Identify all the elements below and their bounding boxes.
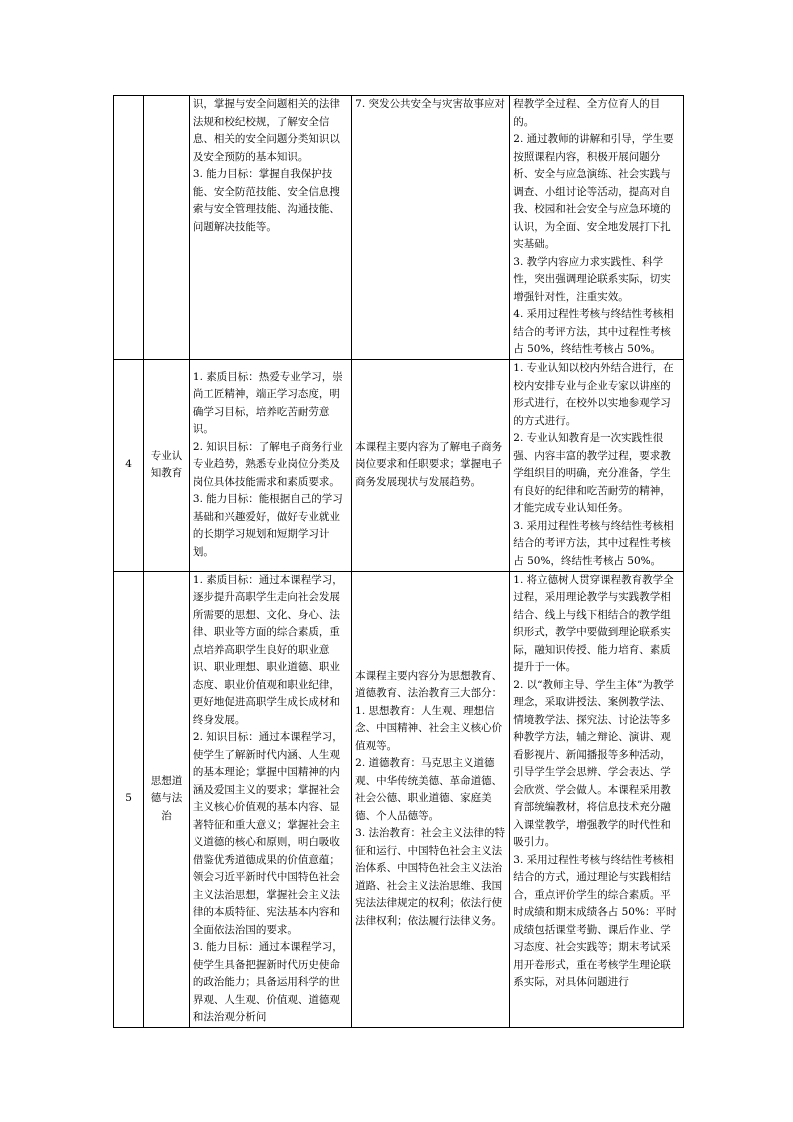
content-text: 1. 思想教育：人生观、理想信念、中国精神、社会主义核心价值观等。 (355, 704, 503, 752)
course-content (352, 96, 510, 360)
method-text: 4. 采用过程性考核与终结性考核相结合的考评方法，其中过程性考核占 50%，终结性考核占 50%。 (513, 308, 674, 355)
course-name: 专业认知教育 (144, 359, 190, 571)
row-index: 5 (114, 571, 144, 1027)
goal-text: 3. 能力目标：通过本课程学习，使学生具备把握新时代历史使命的政治能力；具备运用科学的世界观、人生观、价值观、道德观和法治观分析问 (192, 941, 343, 1023)
table-row (114, 96, 684, 360)
course-goals (189, 359, 351, 571)
method-text: 1. 专业认知以校内外结合进行，在校内安排专业与企业专家以讲座的形式进行，在校外以实地参观学习的方式进行。 (513, 362, 674, 427)
method-text: 3. 教学内容应力求实践性、科学性，突出强调理论联系实际，切实增强针对性，注重实效。 (513, 255, 671, 303)
row-index (114, 96, 144, 360)
course-content (352, 571, 510, 1027)
content-text: 本课程主要内容分为思想教育、道德教育、法治教育三大部分： (355, 669, 503, 700)
method-text: 程教学全过程、全方位育人的目的。 (513, 98, 661, 128)
method-text: 2. 专业认知教育是一次实践性很强、内容丰富的教学过程，要求教学组织目的明确，充分准备，学生有良好的纪律和吃苦耐劳的精神，才能完成专业认知任务。 (513, 432, 671, 514)
teaching-methods (510, 359, 684, 571)
content-text: 7. 突发公共安全与灾害故事应对 (355, 98, 506, 110)
method-text: 1. 将立德树人贯穿课程教育教学全过程，采用理论教学与实践教学相结合、线上与线下相结合的教学组织形式，教学中要做到理论联系实际，融知识传授、能力培育、素质提升于一体。 (513, 573, 674, 673)
method-text: 3. 采用过程性考核与终结性考核相结合的方式，通过理论与实践相结合，重点评价学生的综合素质。平时成绩和期末成绩各占 50%：平时成绩包括课堂考勤、课后作业、学习态度、社会实践等；期末考试采用开卷形式，重在考核学生理论联系实际，对具体问题进行 (513, 853, 677, 988)
content-text: 2. 道德教育：马克思主义道德观、中华传统美德、革命道德、社会公德、职业道德、家庭美德、个人品德等。 (355, 757, 503, 822)
row-index: 4 (114, 359, 144, 571)
goal-text: 2. 知识目标：通过本课程学习，使学生了解新时代内涵、人生观的基本理论；掌握中国精神的内涵及爱国主义的要求；掌握社会主义核心价值观的基本内容、显著特征和重大意义；掌握社会主义道德的核心和原则，明白吸收借鉴优秀道德成果的价值意蕴；领会习近平新时代中国特色社会主义法治思想，掌握社会主义法律的本质特征、宪法基本内容和全面依法治国的要求。 (192, 731, 343, 936)
goal-text: 1. 素质目标：通过本课程学习，逐步提升高职学生走向社会发展所需要的思想、文化、身心、法律、职业等方面的综合素质，重点培养高职学生良好的职业意识、职业理想、职业道德、职业态度、职业价值观和职业纪律，更好地促进高职学生成长成材和终身发展。 (192, 573, 343, 726)
content-text: 3. 法治教育：社会主义法律的特征和运行、中国特色社会主义法治体系、中国特色社会主义法治道路、社会主义法治思维、我国宪法法律规定的权利；依法行使法律权利；依法履行法律义务。 (355, 827, 506, 927)
course-goals (189, 96, 351, 360)
goal-text: 3. 能力目标：掌握自我保护技能、安全防范技能、安全信息搜索与安全管理技能、沟通技能、问题解决技能等。 (192, 168, 340, 233)
method-text: 2. 通过教师的讲解和引导，学生要按照课程内容，积极开展问题分析、安全与应急演练、社会实践与调查、小组讨论等活动，提高对自我、校园和社会安全与应急环境的认识，为全面、安全地发展打下扎实基础。 (513, 133, 674, 250)
content-text: 本课程主要内容为了解电子商务岗位要求和任职要求；掌握电子商务发展现状与发展趋势。 (355, 440, 503, 488)
course-name (144, 96, 190, 360)
course-name: 思想道德与法治 (144, 571, 190, 1027)
table-row (114, 571, 684, 1027)
goal-text: 2. 知识目标：了解电子商务行业专业趋势，熟悉专业岗位分类及岗位具体技能需求和素质要求。 (192, 440, 343, 488)
course-table (113, 95, 684, 1028)
table-row (114, 359, 684, 571)
method-text: 3. 采用过程性考核与终结性考核相结合的考评方法，其中过程性考核占 50%，终结性考核占 50%。 (513, 519, 674, 567)
method-text: 2. 以“教师主导、学生主体”为教学理念，采取讲授法、案例教学法、情境教学法、探究法、讨论法等多种教学方法，辅之辩论、演讲、观看影视片、新闻播报等多种活动，引导学生学会思辨、学会表达、学会欣赏、学会做人。本课程采用教育部统编教材，将信息技术充分融入课堂教学，增强教学的时代性和吸引力。 (513, 678, 674, 848)
goal-text: 3. 能力目标：能根据自己的学习基础和兴趣爱好，做好专业就业的长期学习规划和短期学习计划。 (192, 493, 343, 558)
teaching-methods (510, 96, 684, 360)
course-content (352, 359, 510, 571)
goal-text: 识，掌握与安全问题相关的法律法规和校纪校规，了解安全信息、相关的安全问题分类知识以及安全预防的基本知识。 (192, 98, 340, 163)
teaching-methods (510, 571, 684, 1027)
goal-text: 1. 素质目标：热爱专业学习，崇尚工匠精神，端正学习态度，明确学习目标，培养吃苦耐劳意识。 (192, 370, 343, 436)
course-goals (189, 571, 351, 1027)
